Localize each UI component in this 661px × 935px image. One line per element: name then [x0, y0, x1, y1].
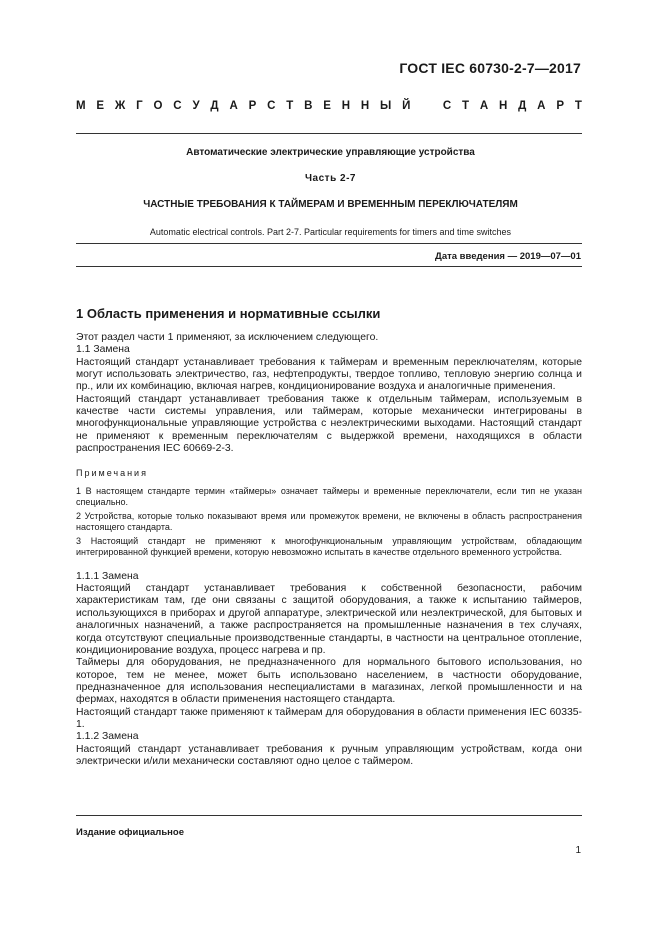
- banner-letter: О: [153, 100, 163, 112]
- document-title: Автоматические электрические управляющие устройства: [186, 147, 475, 158]
- banner-letter: У: [192, 100, 200, 112]
- banner-letter: А: [229, 100, 238, 112]
- banner-letter: Т: [462, 100, 470, 112]
- banner-letter: Е: [323, 100, 331, 112]
- intro-paragraph: Этот раздел части 1 применяют, за исключением следующего.: [76, 332, 379, 343]
- banner-letter: А: [537, 100, 546, 112]
- effective-date: Дата введения — 2019—07—01: [435, 251, 581, 262]
- banner-letter: Т: [286, 100, 294, 112]
- title-divider: [76, 243, 582, 244]
- date-divider: [76, 266, 582, 267]
- subsection-1-1-1: 1.1.1 Замена: [76, 570, 139, 582]
- standard-number: ГОСТ IEC 60730-2-7—2017: [399, 60, 581, 76]
- section-heading: 1 Область применения и нормативные ссылки: [76, 306, 381, 321]
- interstate-standard-banner: [76, 100, 582, 112]
- section-body: [76, 332, 582, 768]
- banner-letter: Д: [518, 100, 527, 112]
- paragraph: Настоящий стандарт также применяют к таймерам для оборудования в области применения IEC 60335-1.: [76, 706, 582, 730]
- part-label: Часть 2-7: [305, 173, 356, 184]
- paragraph: Настоящий стандарт устанавливает требования к собственной безопасности, рабочим характеристикам там, где они связаны с защитой оборудования, а также к испытанию таймеров, использующихся в приборах и другой аппаратуре, электрической или неэлектрической, для бытовых и аналогичных назначений, а также распространяется на промышленные назначения в тех случаях, когда отсутствуют специальные производственные стандарты, в частности на центральное отопление, кондиционирование воздуха, процесс нагрева и пр.: [76, 583, 582, 656]
- banner-letter: Р: [248, 100, 257, 112]
- page-number: 1: [575, 845, 581, 856]
- banner-letter: С: [442, 100, 452, 112]
- subsection-1-1-2: 1.1.2 Замена: [76, 731, 139, 743]
- edition-label: Издание официальное: [76, 827, 184, 838]
- footer-divider: [76, 815, 582, 816]
- banner-letter: Н: [499, 100, 508, 112]
- banner-letter: А: [479, 100, 489, 112]
- banner-letter: Н: [341, 100, 351, 112]
- notes-heading: Примечания: [76, 468, 148, 479]
- banner-letter: Е: [96, 100, 105, 112]
- banner-letter: Т: [574, 100, 582, 112]
- note-item: 2 Устройства, которые только показывают время или промежуток времени, не включены в область распространения настоящего стандарта.: [76, 510, 582, 533]
- banner-letter: Ж: [114, 100, 126, 112]
- banner-letter: М: [76, 100, 86, 112]
- paragraph: Таймеры для оборудования, не предназначенного для нормального бытового использования, но которое, тем не менее, может быть использовано населением, в частности оборудование, предназначенное для использования неспециалистами в магазинах, легкой промышленности и на фермах, находятся в области применения настоящего стандарта.: [76, 657, 582, 706]
- top-divider: [76, 133, 582, 134]
- document-subtitle: ЧАСТНЫЕ ТРЕБОВАНИЯ К ТАЙМЕРАМ И ВРЕМЕННЫМ ПЕРЕКЛЮЧАТЕЛЯМ: [143, 199, 518, 210]
- banner-letter: Д: [210, 100, 219, 112]
- banner-letter: Й: [402, 100, 411, 112]
- banner-letter: С: [267, 100, 276, 112]
- banner-letter: Ы: [380, 100, 392, 112]
- banner-letter: С: [173, 100, 182, 112]
- paragraph: Настоящий стандарт устанавливает требования также к отдельным таймерам, используемым в качестве части системы управления, или таймерам, которые механически интегрированы в многофункциональные управляющие устройства с неэлектрическими выходами. Настоящий стандарт не применяют к временным переключателям с выдержкой времени, находящихся в области распространения IEC 60669-2-3.: [76, 393, 582, 455]
- paragraph: Настоящий стандарт устанавливает требования к ручным управляющим устройствам, когда они электрически и/или механически составляют одно целое с таймером.: [76, 743, 582, 767]
- banner-letter: Г: [136, 100, 143, 112]
- english-title: Automatic electrical controls. Part 2-7. Particular requirements for timers and time switches: [149, 227, 512, 237]
- banner-letter: Н: [360, 100, 370, 112]
- paragraph: Настоящий стандарт устанавливает требования к таймерам и временным переключателям, которые могут использовать электричество, газ, нефтепродукты, твердое топливо, тепловую энергию солнца и пр., или их комбинацию, включая нагрев, кондиционирование воздуха и аналогичные применения.: [76, 356, 582, 393]
- note-item: 3 Настоящий стандарт не применяют к многофункциональным управляющим устройствам, обладающим интегрированной функцией времени, которую невозможно испытать в качестве отдельного временного устройства.: [76, 535, 582, 558]
- banner-letter: В: [304, 100, 313, 112]
- note-item: 1 В настоящем стандарте термин «таймеры» означает таймеры и временные переключатели, если тип не указан специально.: [76, 485, 582, 508]
- subsection-1-1: 1.1 Замена: [76, 344, 130, 356]
- banner-letter: Р: [556, 100, 564, 112]
